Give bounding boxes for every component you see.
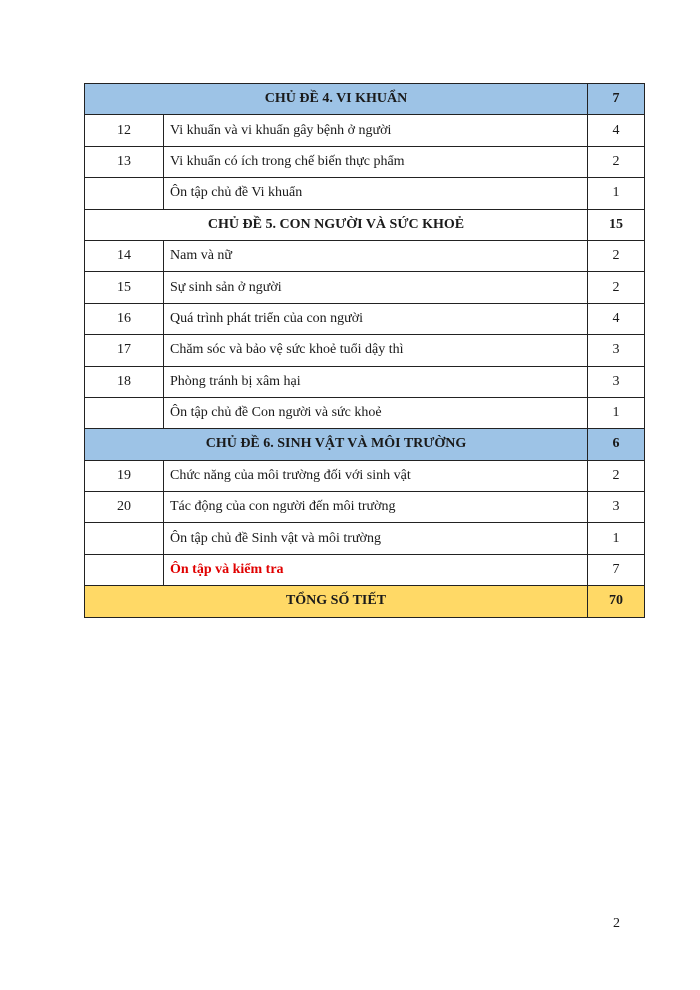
table-row [85, 366, 645, 397]
table-row [85, 460, 645, 491]
lesson-hours: 1 [588, 397, 645, 428]
lesson-hours: 3 [588, 366, 645, 397]
lesson-number: 15 [85, 272, 164, 303]
topic-header-row [85, 429, 645, 460]
table-row [85, 335, 645, 366]
lesson-title: Vi khuẩn và vi khuẩn gây bệnh ở người [164, 115, 588, 146]
lesson-title: Vi khuẩn có ích trong chế biến thực phẩm [164, 146, 588, 177]
lesson-number [85, 397, 164, 428]
lesson-title: Quá trình phát triển của con người [164, 303, 588, 334]
lesson-title: Chăm sóc và bảo vệ sức khoẻ tuổi dậy thì [164, 335, 588, 366]
lesson-title: Phòng tránh bị xâm hại [164, 366, 588, 397]
lesson-number: 16 [85, 303, 164, 334]
table-row [85, 523, 645, 554]
lesson-hours: 2 [588, 146, 645, 177]
table-row [85, 146, 645, 177]
review-title: Ôn tập và kiểm tra [164, 554, 588, 585]
lesson-number: 12 [85, 115, 164, 146]
lesson-title: Nam và nữ [164, 240, 588, 271]
review-hours: 7 [588, 554, 645, 585]
lesson-number: 18 [85, 366, 164, 397]
topic-title: CHỦ ĐỀ 4. VI KHUẨN [85, 84, 588, 115]
topic-hours: 6 [588, 429, 645, 460]
topic-header-row [85, 209, 645, 240]
lesson-number [85, 178, 164, 209]
review-row [85, 554, 645, 585]
lesson-number [85, 523, 164, 554]
lesson-title: Ôn tập chủ đề Con người và sức khoẻ [164, 397, 588, 428]
total-label: TỔNG SỐ TIẾT [85, 586, 588, 617]
lesson-hours: 3 [588, 335, 645, 366]
lesson-hours: 2 [588, 460, 645, 491]
table-row [85, 303, 645, 334]
lesson-hours: 3 [588, 492, 645, 523]
total-row [85, 586, 645, 617]
table-row [85, 492, 645, 523]
lesson-hours: 1 [588, 178, 645, 209]
lesson-hours: 2 [588, 272, 645, 303]
table-row [85, 115, 645, 146]
syllabus-table [84, 83, 645, 618]
topic-title: CHỦ ĐỀ 5. CON NGƯỜI VÀ SỨC KHOẺ [85, 209, 588, 240]
table-row [85, 397, 645, 428]
lesson-hours: 4 [588, 115, 645, 146]
lesson-number: 14 [85, 240, 164, 271]
lesson-title: Tác động của con người đến môi trường [164, 492, 588, 523]
table-row [85, 240, 645, 271]
table-row [85, 272, 645, 303]
total-hours: 70 [588, 586, 645, 617]
table-row [85, 178, 645, 209]
lesson-title: Sự sinh sản ở người [164, 272, 588, 303]
topic-hours: 7 [588, 84, 645, 115]
lesson-title: Ôn tập chủ đề Vi khuẩn [164, 178, 588, 209]
page-number: 2 [613, 916, 620, 931]
lesson-number: 17 [85, 335, 164, 366]
lesson-number: 20 [85, 492, 164, 523]
topic-title: CHỦ ĐỀ 6. SINH VẬT VÀ MÔI TRƯỜNG [85, 429, 588, 460]
lesson-number: 19 [85, 460, 164, 491]
lesson-title: Chức năng của môi trường đối với sinh vật [164, 460, 588, 491]
topic-hours: 15 [588, 209, 645, 240]
topic-header-row [85, 84, 645, 115]
review-number-cell [85, 554, 164, 585]
lesson-title: Ôn tập chủ đề Sinh vật và môi trường [164, 523, 588, 554]
lesson-hours: 4 [588, 303, 645, 334]
lesson-hours: 1 [588, 523, 645, 554]
lesson-hours: 2 [588, 240, 645, 271]
lesson-number: 13 [85, 146, 164, 177]
